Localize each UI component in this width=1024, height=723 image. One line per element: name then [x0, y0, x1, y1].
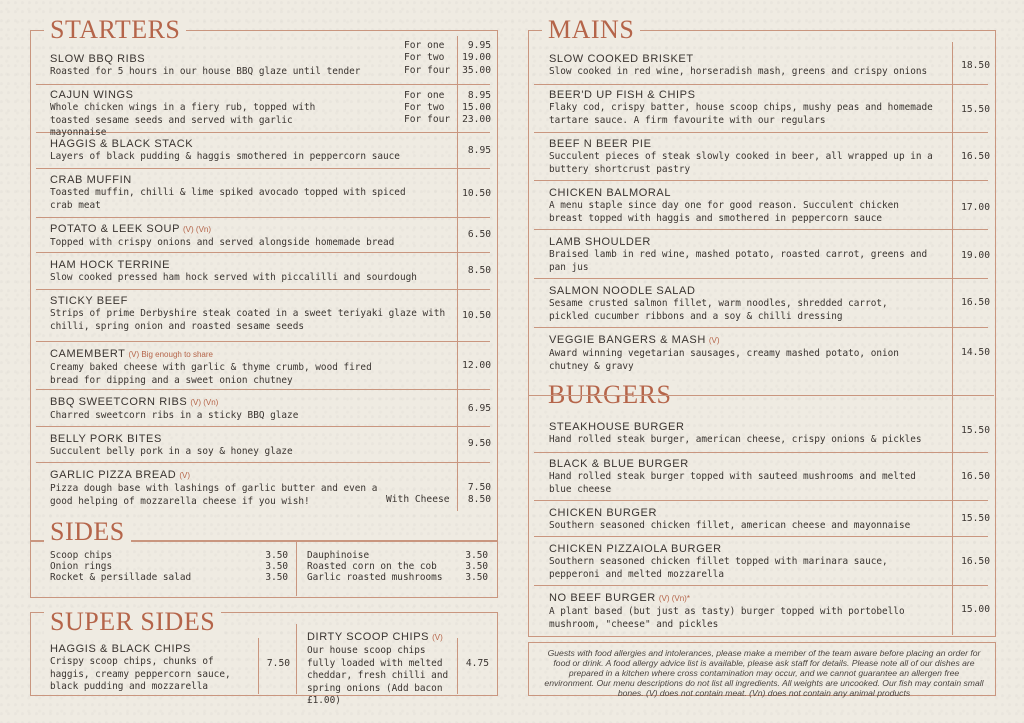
- super-side-item: [50, 642, 255, 694]
- item-name: NO BEEF BURGER: [549, 592, 656, 604]
- option-label: For four: [404, 65, 451, 76]
- option-label: For four: [404, 114, 451, 125]
- main-sep: [534, 278, 988, 279]
- item-price: 16.50: [961, 297, 990, 308]
- option-label: For two: [404, 52, 445, 63]
- item-price: 4.75: [465, 658, 489, 669]
- item-name: DIRTY SCOOP CHIPS: [307, 631, 430, 643]
- burger-sep: [534, 452, 988, 453]
- starter-item: [50, 258, 450, 285]
- item-name: BBQ SWEETCORN RIBS: [50, 396, 188, 408]
- main-item: [549, 235, 944, 274]
- item-desc: Southern seasoned chicken fillet, american cheese and mayonnaise: [549, 520, 911, 531]
- item-price: 15.50: [961, 513, 990, 524]
- starter-item: [50, 137, 450, 164]
- diet-tag: (V) Big enough to share: [128, 350, 213, 359]
- side-price: 3.50: [265, 561, 288, 572]
- item-price: 8.95: [467, 145, 491, 156]
- item-desc: Southern seasoned chicken fillet topped with marinara sauce, pepperoni and melted mozzarella: [549, 556, 888, 580]
- item-name: CHICKEN BURGER: [549, 507, 658, 519]
- side-name: Scoop chips: [50, 550, 113, 561]
- main-item: [549, 88, 949, 127]
- starter-item: [50, 347, 400, 387]
- option-price: 35.00: [462, 65, 491, 76]
- item-name: SALMON NOODLE SALAD: [549, 285, 696, 297]
- option-label: For one: [404, 90, 445, 101]
- main-item: [549, 52, 949, 79]
- item-desc: Award winning vegetarian sausages, creamy mashed potato, onion chutney & gravy: [549, 348, 899, 372]
- item-desc: Sesame crusted salmon fillet, warm noodles, shredded carrot, pickled cucumber ribbons and a soy & chilli dressing: [549, 298, 888, 322]
- side-name: Dauphinoise: [307, 550, 370, 561]
- starter-sep: [36, 217, 490, 218]
- burger-sep: [534, 536, 988, 537]
- item-desc: Hand rolled steak burger, american cheese, crispy onions & pickles: [549, 434, 922, 445]
- item-desc: Whole chicken wings in a fiery rub, topped with toasted sesame seeds and served with garlic mayonnaise: [50, 102, 316, 138]
- item-price: 8.50: [467, 265, 491, 276]
- side-name: Rocket & persillade salad: [50, 572, 192, 583]
- super-sides-title: SUPER SIDES: [44, 608, 221, 636]
- mains-price-divider: [952, 42, 953, 635]
- item-price: 10.50: [462, 310, 491, 321]
- starter-item: [50, 468, 380, 508]
- item-desc: Roasted for 5 hours in our house BBQ glaze until tender: [50, 66, 361, 77]
- starter-sep: [36, 341, 490, 342]
- item-price: 16.50: [961, 471, 990, 482]
- main-sep: [534, 229, 988, 230]
- burger-item: [549, 591, 929, 631]
- item-desc: Creamy baked cheese with garlic & thyme crumb, wood fired bread for dipping and a sweet onion chutney: [50, 362, 372, 386]
- option-price: 15.00: [462, 102, 491, 113]
- side-price: 3.50: [465, 561, 488, 572]
- starter-item: [50, 222, 450, 250]
- item-price: 9.50: [467, 438, 491, 449]
- item-desc: Succulent belly pork in a soy & honey glaze: [50, 446, 293, 457]
- item-price: 19.00: [961, 250, 990, 261]
- item-desc: Crispy scoop chips, chunks of haggis, creamy peppercorn sauce, black pudding and mozzarella: [50, 656, 231, 692]
- item-price: 6.95: [467, 403, 491, 414]
- item-desc: Slow cooked pressed ham hock served with piccalilli and sourdough: [50, 272, 417, 283]
- option-price: 23.00: [462, 114, 491, 125]
- starter-item: [50, 432, 450, 459]
- item-desc: Flaky cod, crispy batter, house scoop chips, mushy peas and homemade tartare sauce. A firm favourite with our regulars: [549, 102, 933, 126]
- main-sep: [534, 132, 988, 133]
- side-price: 3.50: [265, 572, 288, 583]
- item-name: BELLY PORK BITES: [50, 433, 162, 445]
- item-name: POTATO & LEEK SOUP: [50, 223, 181, 235]
- item-name: BEEF N BEER PIE: [549, 138, 652, 150]
- side-name: Garlic roasted mushrooms: [307, 572, 443, 583]
- side-price: 3.50: [465, 572, 488, 583]
- option-price: 19.00: [462, 52, 491, 63]
- diet-tag: (V) (Vn): [183, 225, 212, 234]
- item-name: HAGGIS & BLACK STACK: [50, 138, 194, 150]
- burger-sep: [534, 500, 988, 501]
- burgers-sep: [528, 395, 994, 396]
- diet-tag: (V) (Vn)*: [658, 594, 690, 603]
- main-sep: [534, 84, 988, 85]
- burger-item: [549, 457, 929, 496]
- item-name: GARLIC PIZZA BREAD: [50, 469, 177, 481]
- side-name: Roasted corn on the cob: [307, 561, 437, 572]
- item-name: SLOW BBQ RIBS: [50, 53, 146, 65]
- starter-item: [50, 395, 450, 423]
- super-sides-price-divider-left: [258, 638, 259, 694]
- starter-sep: [36, 389, 490, 390]
- item-price: 15.50: [961, 104, 990, 115]
- option-label: For one: [404, 40, 445, 51]
- item-price: 14.50: [961, 347, 990, 358]
- item-price: 16.50: [961, 151, 990, 162]
- option-price: 9.95: [467, 40, 491, 51]
- burgers-title: BURGERS: [542, 381, 677, 409]
- starter-item: [50, 88, 350, 140]
- main-item: [549, 137, 939, 176]
- item-price: 6.50: [467, 229, 491, 240]
- option-price: 8.95: [467, 90, 491, 101]
- item-name: CAJUN WINGS: [50, 89, 134, 101]
- item-name: CAMEMBERT: [50, 348, 126, 360]
- main-item: [549, 284, 909, 323]
- diet-tag: (V): [432, 633, 443, 642]
- item-desc: Braised lamb in red wine, mashed potato, roasted carrot, greens and pan jus: [549, 249, 928, 273]
- item-name: HAGGIS & BLACK CHIPS: [50, 643, 191, 655]
- option-label: For two: [404, 102, 445, 113]
- diet-tag: (V): [708, 336, 720, 345]
- side-name: Onion rings: [50, 561, 113, 572]
- item-price: 16.50: [961, 556, 990, 567]
- item-name: CRAB MUFFIN: [50, 174, 132, 186]
- allergen-note: Guests with food allergies and intolerances, please make a member of the team aware before placing an order for food or drink. A food allergy advice list is available, please ask staff for details. Please note all of our dishes are prepared in a kitchen where cross contamination may occur, and we cannot guarantee an allergen free environment. Our menu descriptions do not list all ingredients. All weights are uncooked. Our fish may contain small bones. (V) does not contain meat. (Vn) does not contain any animal products: [544, 648, 984, 698]
- main-item: [549, 186, 909, 225]
- starter-sep: [36, 289, 490, 290]
- starter-sep: [36, 168, 490, 169]
- starter-item: [50, 173, 420, 212]
- item-desc: Topped with crispy onions and served alongside homemade bread: [50, 237, 395, 248]
- extra-price: 8.50: [467, 494, 491, 505]
- starter-sep: [36, 462, 490, 463]
- mains-title: MAINS: [542, 16, 640, 44]
- super-sides-price-divider-right: [457, 638, 458, 694]
- starter-sep: [36, 84, 490, 85]
- burger-sep: [534, 585, 988, 586]
- burger-item: [549, 542, 909, 581]
- item-desc: A menu staple since day one for good reason. Succulent chicken breast topped with haggis and smothered in peppercorn sauce: [549, 200, 899, 224]
- main-sep: [534, 180, 988, 181]
- sides-title: SIDES: [44, 518, 131, 546]
- item-name: BEER'D UP FISH & CHIPS: [549, 89, 696, 101]
- item-desc: Hand rolled steak burger topped with sauteed mushrooms and melted blue cheese: [549, 471, 916, 495]
- diet-tag: (V): [179, 471, 190, 480]
- item-price: 10.50: [462, 188, 491, 199]
- item-price: 7.50: [467, 482, 491, 493]
- starter-item: [50, 52, 410, 79]
- item-desc: Charred sweetcorn ribs in a sticky BBQ glaze: [50, 410, 299, 421]
- item-desc: Layers of black pudding & haggis smothered in peppercorn sauce: [50, 151, 400, 162]
- item-price: 15.00: [961, 604, 990, 615]
- main-sep: [534, 327, 988, 328]
- diet-tag: (V) (Vn): [190, 398, 219, 407]
- item-desc: Our house scoop chips fully loaded with melted cheddar, fresh chilli and spring onions (Add bacon £1.00): [307, 645, 449, 706]
- item-name: SLOW COOKED BRISKET: [549, 53, 694, 65]
- item-name: CHICKEN PIZZAIOLA BURGER: [549, 543, 722, 555]
- starter-sep: [36, 252, 490, 253]
- extra-label: With Cheese: [386, 494, 450, 505]
- starter-item: [50, 294, 450, 333]
- item-price: 12.00: [462, 360, 491, 371]
- starter-sep: [36, 426, 490, 427]
- item-desc: A plant based (but just as tasty) burger topped with portobello mushroom, "cheese" and pickles: [549, 606, 905, 630]
- starters-title: STARTERS: [44, 16, 186, 44]
- super-side-item: [307, 630, 455, 708]
- burger-item: [549, 506, 949, 533]
- item-name: HAM HOCK TERRINE: [50, 259, 171, 271]
- item-desc: Strips of prime Derbyshire steak coated in a sweet teriyaki glaze with chilli, spring onion and roasted sesame seeds: [50, 308, 446, 332]
- item-name: BLACK & BLUE BURGER: [549, 458, 689, 470]
- super-sides-divider: [296, 624, 297, 694]
- item-name: VEGGIE BANGERS & MASH: [549, 334, 706, 346]
- burger-item: [549, 420, 949, 447]
- item-price: 7.50: [266, 658, 290, 669]
- side-price: 3.50: [265, 550, 288, 561]
- item-desc: Toasted muffin, chilli & lime spiked avocado topped with spiced crab meat: [50, 187, 406, 211]
- item-desc: Pizza dough base with lashings of garlic butter and even a good helping of mozzarella cheese if you wish!: [50, 483, 378, 507]
- item-price: 15.50: [961, 425, 990, 436]
- sides-divider: [296, 540, 297, 596]
- main-item: [549, 333, 929, 373]
- item-name: STEAKHOUSE BURGER: [549, 421, 685, 433]
- item-name: CHICKEN BALMORAL: [549, 187, 672, 199]
- item-price: 18.50: [961, 60, 990, 71]
- side-price: 3.50: [465, 550, 488, 561]
- item-desc: Slow cooked in red wine, horseradish mash, greens and crispy onions: [549, 66, 928, 77]
- item-price: 17.00: [961, 202, 990, 213]
- item-name: STICKY BEEF: [50, 295, 128, 307]
- item-name: LAMB SHOULDER: [549, 236, 651, 248]
- item-desc: Succulent pieces of steak slowly cooked in beer, all wrapped up in a buttery shortcrust pastry: [549, 151, 933, 175]
